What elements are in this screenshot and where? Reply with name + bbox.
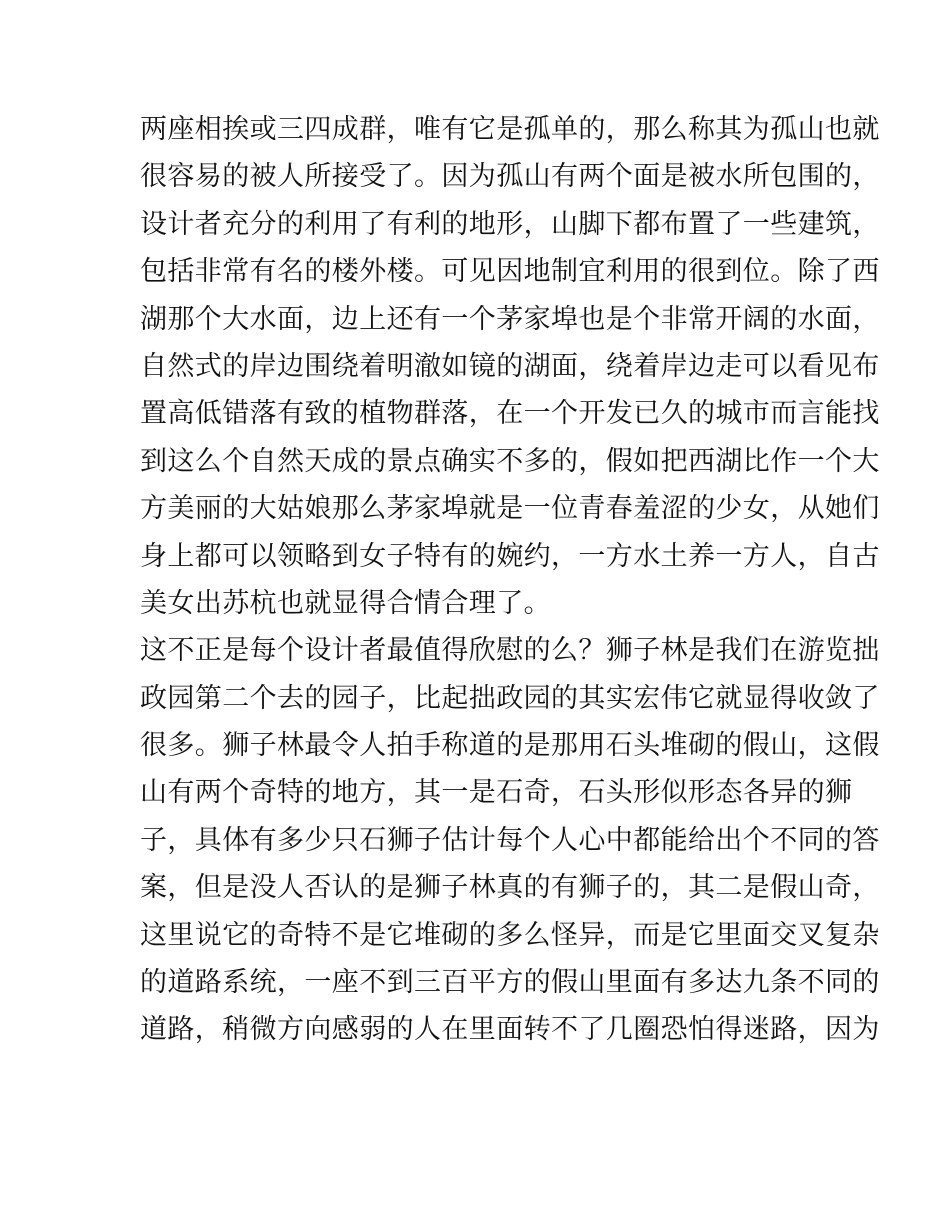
text-line: 这不正是每个设计者最值得欣慰的么？狮子林是我们在游览拙 [140, 635, 880, 667]
text-line: 设计者充分的利用了有利的地形，山脚下都布置了一些建筑， [140, 208, 880, 240]
text-line: 到这么个自然天成的景点确实不多的，假如把西湖比作一个大 [140, 445, 880, 477]
text-line: 置高低错落有致的植物群落，在一个开发已久的城市而言能找 [140, 398, 880, 430]
text-line: 很容易的被人所接受了。因为孤山有两个面是被水所包围的， [140, 161, 880, 193]
text-line: 子，具体有多少只石狮子估计每个人心中都能给出个不同的答 [140, 824, 880, 856]
text-line: 美女出苏杭也就显得合情合理了。 [140, 587, 551, 619]
body-text [140, 106, 880, 1054]
text-line: 政园第二个去的园子，比起拙政园的其实宏伟它就显得收敛了 [140, 682, 880, 714]
text-line: 山有两个奇特的地方，其一是石奇，石头形似形态各异的狮 [140, 777, 853, 809]
text-line: 湖那个大水面，边上还有一个茅家埠也是个非常开阔的水面， [140, 303, 880, 335]
text-line: 案，但是没人否认的是狮子林真的有狮子的，其二是假山奇， [140, 872, 880, 904]
text-line: 很多。狮子林最令人拍手称道的是那用石头堆砌的假山，这假 [140, 730, 880, 762]
text-line: 方美丽的大姑娘那么茅家埠就是一位青春羞涩的少女，从她们 [140, 493, 880, 525]
text-line: 身上都可以领略到女子特有的婉约，一方水土养一方人，自古 [140, 540, 880, 572]
text-line: 的道路系统，一座不到三百平方的假山里面有多达九条不同的 [140, 967, 880, 999]
text-line: 包括非常有名的楼外楼。可见因地制宜利用的很到位。除了西 [140, 256, 880, 288]
text-line: 道路，稍微方向感弱的人在里面转不了几圈恐怕得迷路，因为 [140, 1014, 880, 1046]
text-line: 这里说它的奇特不是它堆砌的多么怪异，而是它里面交叉复杂 [140, 919, 880, 951]
text-line: 自然式的岸边围绕着明澈如镜的湖面，绕着岸边走可以看见布 [140, 350, 880, 382]
text-line: 两座相挨或三四成群，唯有它是孤单的，那么称其为孤山也就 [140, 114, 880, 145]
